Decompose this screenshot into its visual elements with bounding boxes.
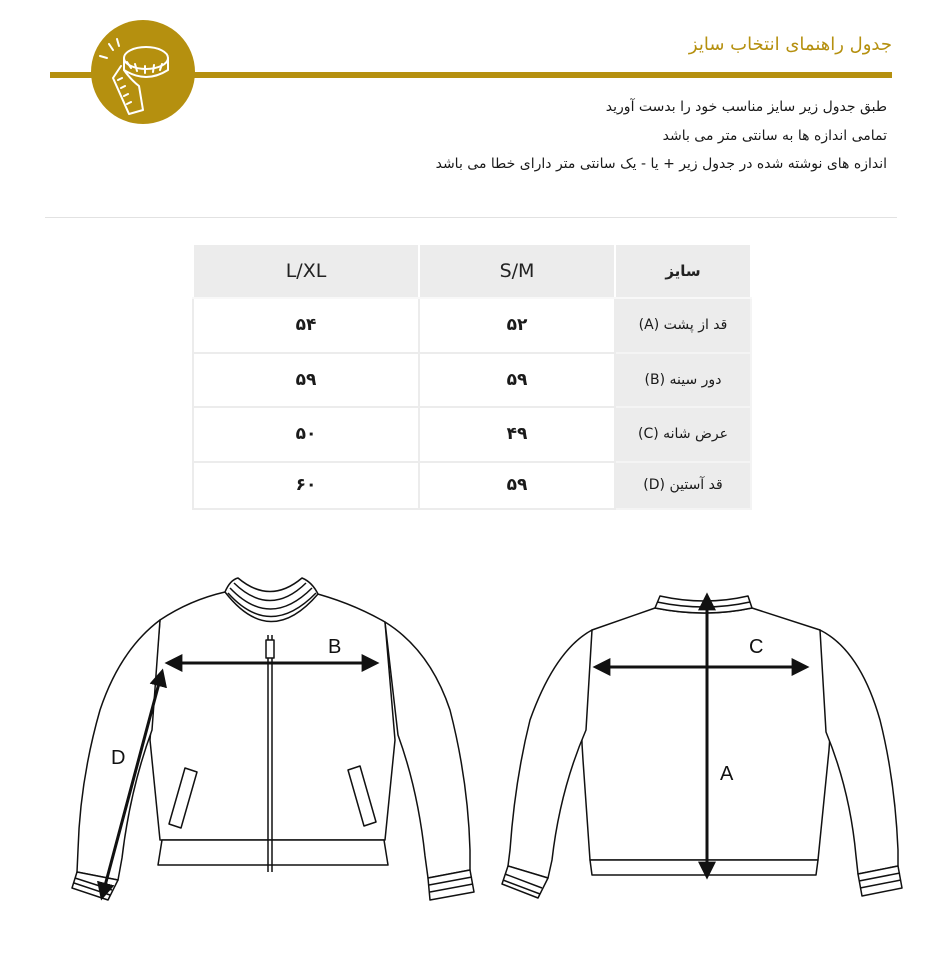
measure-label-c: C xyxy=(749,636,764,658)
jacket-front-drawing xyxy=(72,578,474,900)
table-header-row xyxy=(193,244,751,298)
note-line: تمامی اندازه ها به سانتی متر می باشد xyxy=(662,127,887,144)
row-label: قد آستین (D) xyxy=(615,462,751,509)
cell-value: ۴۹ xyxy=(419,407,615,462)
note-line: طبق جدول زیر سایز مناسب خود را بدست آورید xyxy=(605,99,887,115)
table-row xyxy=(193,462,751,509)
size-table xyxy=(192,243,752,510)
measure-label-d: D xyxy=(111,747,126,769)
table-row xyxy=(193,407,751,462)
cell-value: ۶۰ xyxy=(193,462,419,509)
measure-label-b: B xyxy=(328,636,342,658)
jacket-back-drawing xyxy=(502,596,902,898)
tape-measure-badge xyxy=(91,20,195,124)
cell-value: ۵۴ xyxy=(193,298,419,353)
jacket-diagram xyxy=(0,560,942,971)
column-header-sm: S/M xyxy=(419,244,615,298)
column-header-size: سایز xyxy=(615,244,751,298)
cell-value: ۵۹ xyxy=(193,353,419,408)
row-label: قد از پشت (A) xyxy=(615,298,751,353)
column-header-lxl: L/XL xyxy=(193,244,419,298)
instructions xyxy=(287,93,887,179)
table-row xyxy=(193,298,751,353)
cell-value: ۵۹ xyxy=(419,353,615,408)
tape-measure-icon xyxy=(91,20,195,124)
jacket-illustrations xyxy=(0,560,942,971)
row-label: عرض شانه (C) xyxy=(615,407,751,462)
section-divider xyxy=(45,217,897,218)
cell-value: ۵۰ xyxy=(193,407,419,462)
note-line: اندازه های نوشته شده در جدول زیر + یا - یک سانتی متر دارای خطا می باشد xyxy=(435,156,887,172)
row-label: دور سینه (B) xyxy=(615,353,751,408)
measure-label-a: A xyxy=(720,763,734,785)
table-row xyxy=(193,353,751,408)
cell-value: ۵۲ xyxy=(419,298,615,353)
page-title: جدول راهنمای انتخاب سایز xyxy=(688,34,892,55)
cell-value: ۵۹ xyxy=(419,462,615,509)
